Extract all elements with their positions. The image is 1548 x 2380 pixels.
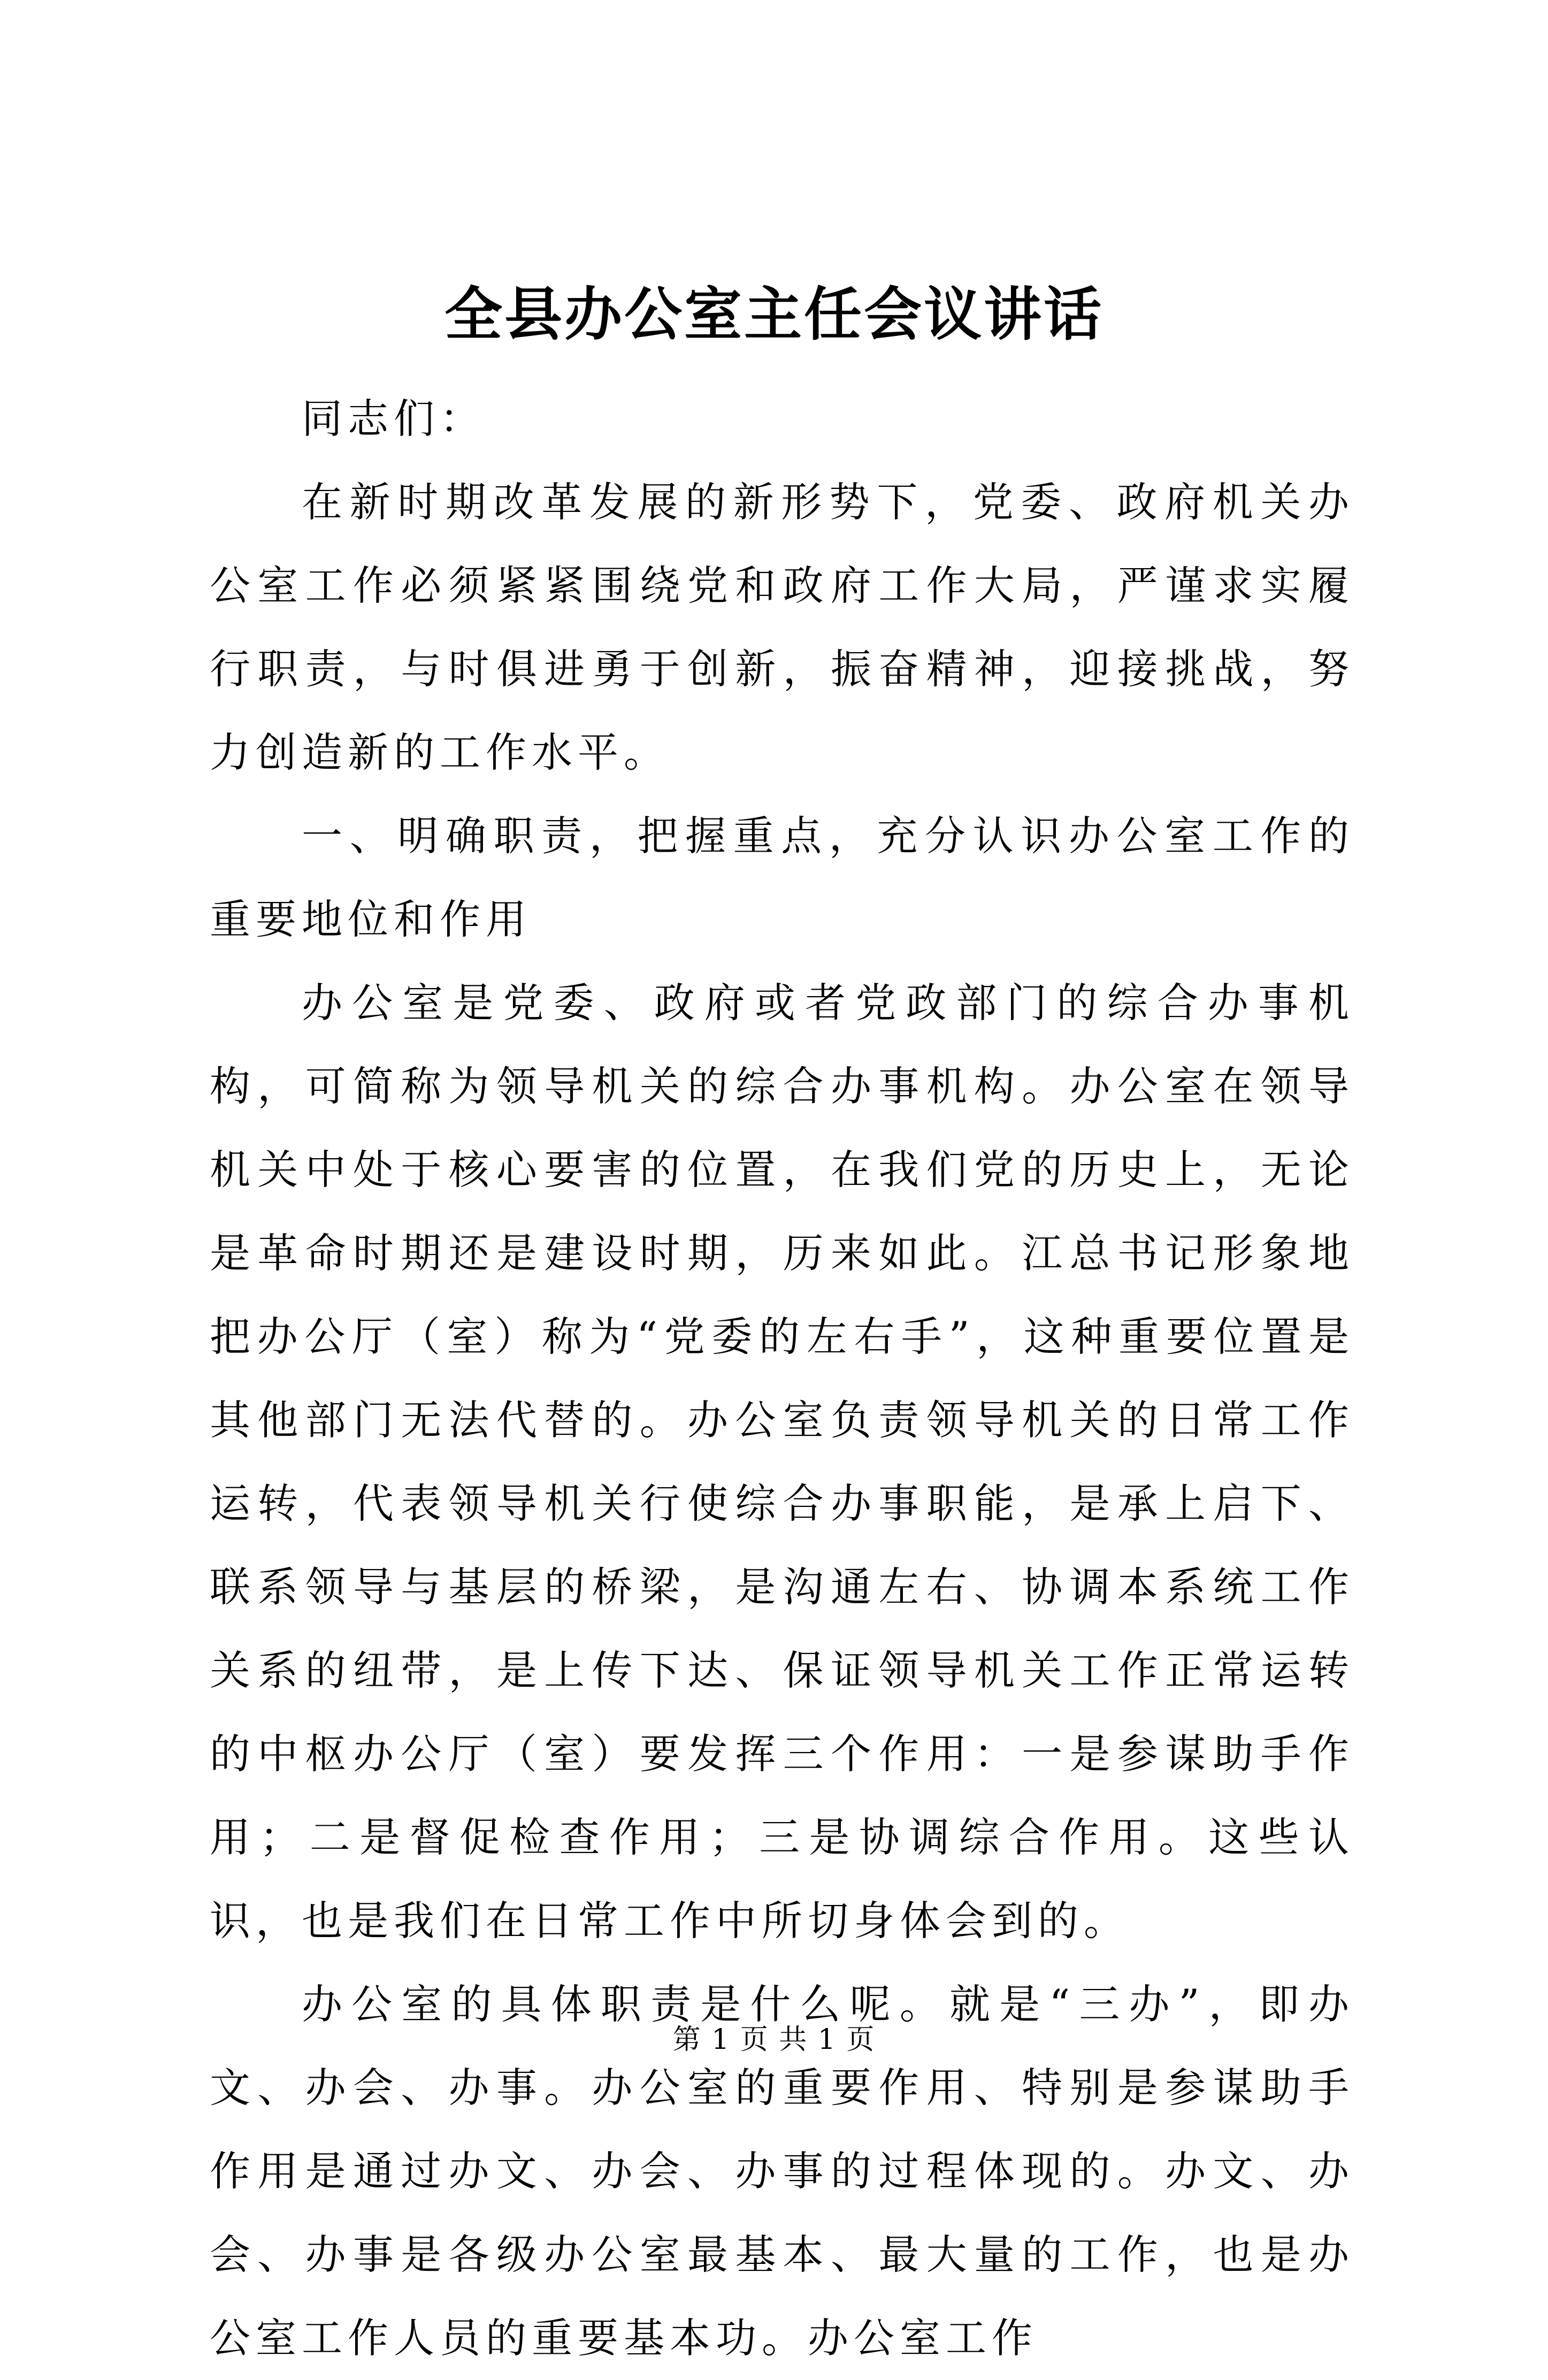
- document-body: [210, 377, 1354, 2380]
- paragraph-office-role: 办公室是党委、政府或者党政部门的综合办事机构，可简称为领导机关的综合办事机构。办公室在领导机关中处于核心要害的位置，在我们党的历史上，无论是革命时期还是建设时期，历来如此。江总书记形象地把办公厅（室）称为“党委的左右手”，这种重要位置是其他部门无法代替的。办公室负责领导机关的日常工作运转，代表领导机关行使综合办事职能，是承上启下、联系领导与基层的桥梁，是沟通左右、协调本系统工作关系的纽带，是上传下达、保证领导机关工作正常运转的中枢办公厅（室）要发挥三个作用：一是参谋助手作用；二是督促检查作用；三是协调综合作用。这些认识，也是我们在日常工作中所切身体会到的。: [210, 979, 1354, 1945]
- paragraph-intro: 在新时期改革发展的新形势下，党委、政府机关办公室工作必须紧紧围绕党和政府工作大局，严谨求实履行职责，与时俱进勇于创新，振奋精神，迎接挑战，努力创造新的工作水平。: [210, 478, 1354, 776]
- section-heading-1: 一、明确职责，把握重点，充分认识办公室工作的重要地位和作用: [210, 812, 1354, 943]
- document-title: 全县办公室主任会议讲话: [444, 281, 1103, 348]
- paragraph-salutation: 同志们：: [302, 395, 486, 442]
- page-number-footer: 第 1 页 共 1 页: [672, 2024, 876, 2056]
- paragraph-office-duties: 办公室的具体职责是什么呢。就是“三办”，即办文、办会、办事。办公室的重要作用、特别是参谋助手作用是通过办文、办会、办事的过程体现的。办文、办会、办事是各级办公室最基本、最大量的工作，也是办公室工作人员的重要基本功。办公室工作: [210, 1980, 1354, 2362]
